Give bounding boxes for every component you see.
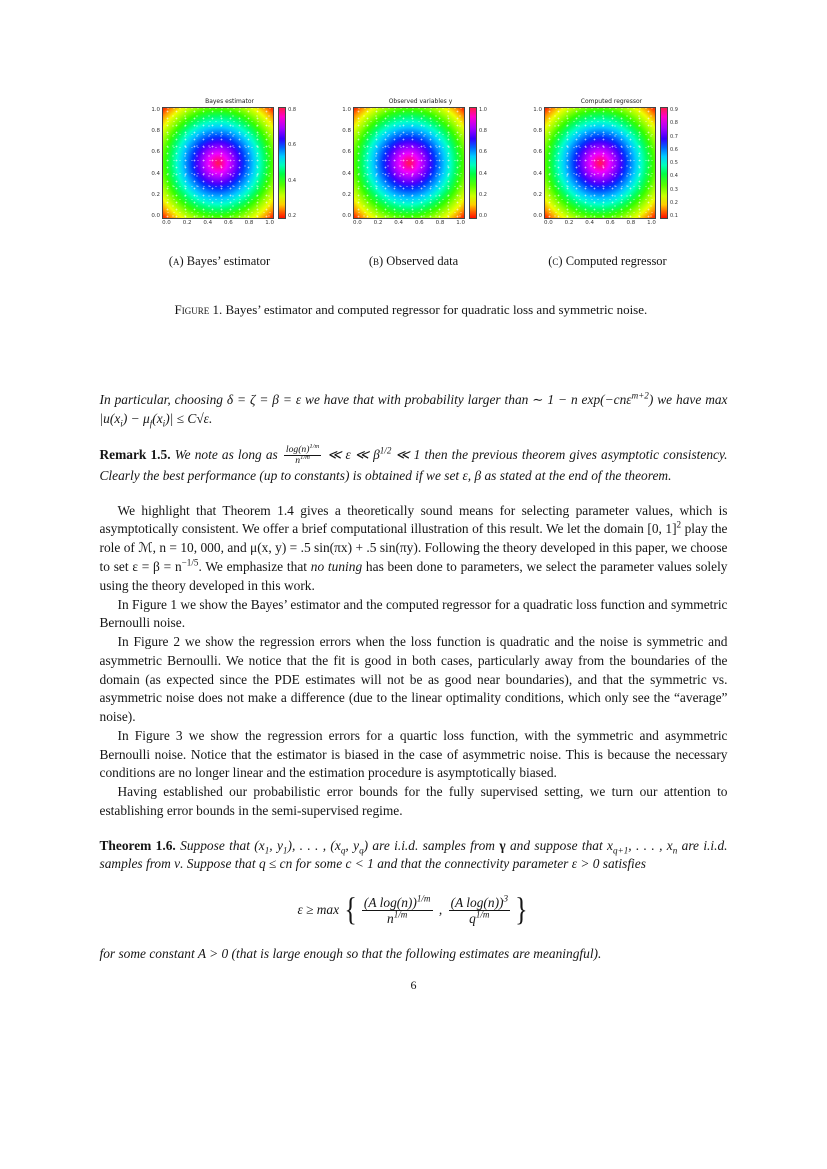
heatmap-plot bbox=[162, 107, 274, 219]
panel-body bbox=[149, 107, 296, 219]
paragraph-figure-1: In Figure 1 we show the Bayes’ estimator and the computed regressor for a quadratic loss function and symmetric Bernoulli noise. bbox=[99, 596, 728, 631]
paragraph-constant-a: for some constant A > 0 (that is large enough so that the following estimates are meaningful). bbox=[99, 945, 602, 961]
figure-caption bbox=[175, 301, 653, 319]
panel-body bbox=[340, 107, 487, 219]
caption-tag: (b) bbox=[368, 254, 384, 268]
panel-computed-regressor bbox=[531, 98, 678, 226]
panel-caption-c bbox=[533, 254, 683, 269]
panel-title: Bayes estimator bbox=[205, 98, 254, 105]
heatmap-plot bbox=[353, 107, 465, 219]
theorem-text: Suppose that ($x_1$, $y_1$), . . . , ($x_q$, $y_q$) are i.i.d. samples from γ and suppose that $x_{q+1}$, . . . , $x_n$ are i.i.d. samples from ν. Suppose that q ≤ cn for some c < 1 and that the connectivity parameter ε > 0 satisfies bbox=[99, 837, 728, 872]
colorbar-ticks: 1.0 0.8 0.6 0.4 0.2 0.0 bbox=[479, 107, 487, 219]
colorbar bbox=[660, 107, 668, 219]
panel-title: Computed regressor bbox=[580, 98, 643, 105]
figure-row bbox=[0, 0, 827, 226]
panel-caption-a bbox=[145, 254, 295, 269]
paragraph-illustration: We highlight that Theorem 1.4 gives a theoretically sound means for selecting parameter values, which is asymptotically consistent. We offer a brief computational illustration of this result. We let the domain [0, 1]$^2$ play the role of ℳ, n = 10, 000, and μ(x, y) = .5 sin(πx) + .5 sin(πy). Following the theory developed in this paper, we choose to set $\varepsilon = \beta = n^{-1/5}$. We emphasize that no tuning has been done to parameters, we select the parameter values solely using the theory developed in this work. bbox=[99, 502, 728, 593]
y-axis-ticks: 1.0 0.8 0.6 0.4 0.2 0.0 bbox=[533, 107, 542, 219]
page-number: 6 bbox=[410, 978, 417, 993]
theorem-label: Theorem 1.6. bbox=[99, 837, 176, 853]
remark-text: We note as long as $\frac{\log(n)^{1/m}}{n^{1/m}}$ ≪ ε ≪ $\beta^{1/2}$ ≪ 1 then the previous theorem gives asymptotic consistency. Clearly the best performance (up to constants) is obtained if we set ε, β as stated at the end of the theorem. bbox=[99, 442, 728, 483]
panel-title: Observed variables y bbox=[388, 98, 453, 105]
heatmap-plot bbox=[544, 107, 656, 219]
colorbar bbox=[469, 107, 477, 219]
colorbar-ticks: 0.9 0.8 0.7 0.6 0.5 0.4 0.3 0.2 0.1 bbox=[669, 107, 678, 219]
paragraph-semi-supervised: Having established our probabilistic error bounds for the fully supervised setting, we turn our attention to establishing error bounds in the semi-supervised regime. bbox=[99, 784, 728, 818]
caption-text: Bayes’ estimator bbox=[186, 254, 271, 268]
panel-bayes-estimator bbox=[149, 98, 296, 226]
x-axis-ticks: 0.0 0.2 0.4 0.6 0.8 1.0 bbox=[353, 220, 465, 226]
body-text bbox=[100, 391, 728, 994]
theorem-1-6 bbox=[100, 837, 728, 875]
panel-caption-b bbox=[339, 254, 489, 269]
paragraph-figure-3: In Figure 3 we show the regression errors for a quartic loss function, with the symmetric and asymmetric Bernoulli noise. Notice that the estimator is biased in the case of asymmetric noise. This is because the necessary conditions are no longer linear and the estimation procedure is asymptotically biased. bbox=[99, 727, 728, 781]
caption-tag: (c) bbox=[548, 254, 563, 268]
caption-tag: (a) bbox=[168, 254, 184, 268]
figure-caption-text: Bayes’ estimator and computed regressor for quadratic loss and symmetric noise. bbox=[225, 302, 648, 317]
remark-label: Remark 1.5. bbox=[99, 446, 171, 462]
caption-text: Computed regressor bbox=[565, 254, 667, 268]
paragraph-figure-2: In Figure 2 we show the regression errors when the loss function is quadratic and the noise is symmetric and asymmetric Bernoulli. We notice that the fit is good in both cases, particularly away from the boundaries of the domain (as expected since the PDE estimates will not be as good near boundaries), and that the symmetric vs. asymmetric noise does not make a difference (due to the linear optimality conditions, which only see the “average” noise). bbox=[99, 634, 728, 725]
panel-body bbox=[531, 107, 678, 219]
remark-1-5 bbox=[99, 442, 728, 486]
display-equation: ε ≥ max { $\frac{(A \log(n))^{1/m}}{n^{1/m}}$ , $\frac{(A \log(n))^3}{q^{1/m}}$ } bbox=[297, 891, 528, 928]
caption-text: Observed data bbox=[386, 254, 459, 268]
x-axis-ticks: 0.0 0.2 0.4 0.6 0.8 1.0 bbox=[543, 220, 656, 226]
panel-captions-row bbox=[0, 254, 827, 269]
figure-caption-label: Figure 1. bbox=[174, 302, 223, 317]
y-axis-ticks: 1.0 0.8 0.6 0.4 0.2 0.0 bbox=[151, 107, 161, 219]
colorbar-ticks: 0.8 0.6 0.4 0.2 bbox=[288, 107, 297, 219]
panel-observed-data bbox=[340, 98, 487, 226]
paragraph-probability-bound: In particular, choosing δ = ζ = β = ε we have that with probability larger than ∼ 1 − n exp(−cnε$^{m+2}$) we have $\max |u(x_i) - \mu_f(x_i)| \le C√\varepsilon$. bbox=[99, 390, 728, 429]
y-axis-ticks: 1.0 0.8 0.6 0.4 0.2 0.0 bbox=[342, 107, 352, 219]
colorbar bbox=[278, 107, 286, 219]
x-axis-ticks: 0.0 0.2 0.4 0.6 0.8 1.0 bbox=[162, 220, 275, 226]
